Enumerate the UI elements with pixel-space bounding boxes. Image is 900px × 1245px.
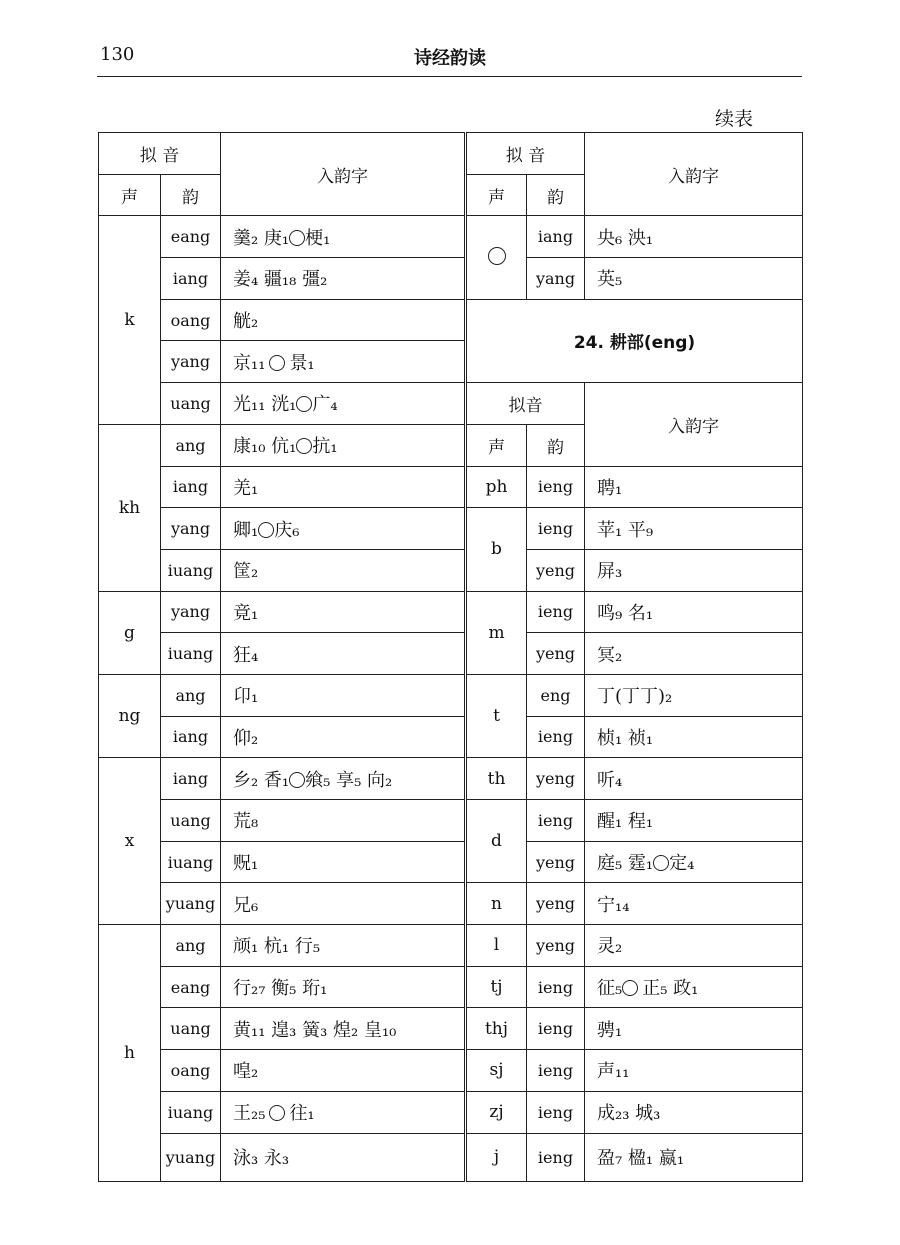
chars-cell: 听₄ (585, 758, 803, 800)
circle-marker (269, 355, 285, 371)
final-header: 韵 (161, 174, 221, 216)
rhyme-chars: 王₂₅ (233, 1103, 266, 1125)
initial-cell: n (467, 883, 527, 925)
initial-cell: tj (467, 966, 527, 1008)
initial-cell: thj (467, 1008, 527, 1050)
chars-cell: 骋₁ (585, 1008, 803, 1050)
pinyin-header: 拟 音 (467, 133, 585, 175)
final-cell: yuang (161, 883, 221, 925)
initial-cell: g (99, 591, 161, 674)
running-title: 诗经韵读 (414, 48, 486, 69)
chars-header: 入韵字 (585, 383, 803, 466)
final-cell: yang (161, 508, 221, 550)
final-cell: ieng (527, 716, 585, 758)
chars-cell (221, 216, 465, 258)
final-cell: ieng (527, 1050, 585, 1092)
rhyme-chars: 庭₅ 霆₁ (597, 853, 654, 875)
final-cell: ang (161, 424, 221, 466)
chars-cell: 贶₁ (221, 841, 465, 883)
zero-initial-cell (467, 216, 527, 299)
chars-cell: 荒₈ (221, 800, 465, 842)
chars-cell: 姜₄ 疆₁₈ 彊₂ (221, 258, 465, 300)
final-cell: ang (161, 925, 221, 967)
initial-cell: sj (467, 1050, 527, 1092)
final-cell: yeng (527, 758, 585, 800)
final-cell: ieng (527, 966, 585, 1008)
chars-cell: 觥₂ (221, 299, 465, 341)
final-cell: iang (527, 216, 585, 258)
final-cell: iuang (161, 549, 221, 591)
final-cell: yeng (527, 883, 585, 925)
final-cell: uang (161, 800, 221, 842)
chars-cell: 桢₁ 祯₁ (585, 716, 803, 758)
final-cell: yang (161, 341, 221, 383)
final-cell: iuang (161, 841, 221, 883)
final-cell: yuang (161, 1133, 221, 1181)
circle-marker (296, 396, 312, 412)
initial-cell: zj (467, 1091, 527, 1133)
chars-cell: 声₁₁ (585, 1050, 803, 1092)
chars-cell (221, 1091, 465, 1133)
chars-cell: 聘₁ (585, 466, 803, 508)
rhyme-chars: 正₅ 政₁ (642, 978, 699, 1000)
circle-marker (622, 980, 638, 996)
chars-cell: 颃₁ 杭₁ 行₅ (221, 925, 465, 967)
rhyme-chars: 定₄ (669, 853, 695, 875)
final-cell: ieng (527, 1091, 585, 1133)
chars-cell: 丁(丁丁)₂ (585, 674, 803, 716)
chars-cell: 喤₂ (221, 1050, 465, 1092)
rhyme-table-left (98, 132, 465, 1182)
final-cell: iang (161, 258, 221, 300)
final-cell: uang (161, 1008, 221, 1050)
initial-cell: d (467, 800, 527, 883)
circle-marker (653, 855, 669, 871)
final-cell: ieng (527, 591, 585, 633)
rhyme-chars: 光₁₁ 洸₁ (233, 394, 297, 416)
final-cell: ieng (527, 1133, 585, 1181)
rhyme-chars: 征₅ (597, 978, 623, 1000)
rhyme-chars: 梗₁ (305, 227, 331, 249)
final-cell: oang (161, 299, 221, 341)
chars-header: 入韵字 (221, 133, 465, 216)
chars-cell: 宁₁₄ (585, 883, 803, 925)
chars-cell: 盈₇ 楹₁ 嬴₁ (585, 1133, 803, 1181)
chars-cell (585, 841, 803, 883)
final-cell: iang (161, 758, 221, 800)
chars-cell: 英₅ (585, 258, 803, 300)
initial-cell: l (467, 925, 527, 967)
chars-cell: 苹₁ 平₉ (585, 508, 803, 550)
header-rule (97, 76, 802, 77)
chars-cell: 屏₃ (585, 549, 803, 591)
final-cell: eng (527, 674, 585, 716)
chars-cell: 卬₁ (221, 674, 465, 716)
final-cell: ieng (527, 508, 585, 550)
circle-marker (296, 438, 312, 454)
final-cell: iang (161, 716, 221, 758)
zero-initial-circle (488, 247, 506, 265)
chars-cell (221, 424, 465, 466)
circle-marker (289, 772, 305, 788)
final-header: 韵 (527, 424, 585, 466)
chars-cell: 醒₁ 程₁ (585, 800, 803, 842)
initial-cell: th (467, 758, 527, 800)
final-cell: eang (161, 216, 221, 258)
initial-cell: b (467, 508, 527, 591)
final-cell: ieng (527, 1008, 585, 1050)
chars-cell (221, 383, 465, 425)
chars-cell: 冥₂ (585, 633, 803, 675)
rhyme-chars: 康₁₀ 伉₁ (233, 436, 297, 458)
final-cell: yang (161, 591, 221, 633)
final-header: 韵 (527, 174, 585, 216)
pinyin-header: 拟 音 (99, 133, 221, 175)
rhyme-chars: 往₁ (289, 1103, 315, 1125)
continued-label: 续表 (715, 108, 754, 130)
rhyme-chars: 景₁ (289, 352, 315, 374)
final-cell: iuang (161, 1091, 221, 1133)
section-title: 24. 耕部(eng) (467, 299, 803, 382)
final-cell: iang (161, 466, 221, 508)
chars-cell: 行₂₇ 衡₅ 珩₁ (221, 966, 465, 1008)
chars-cell: 仰₂ (221, 716, 465, 758)
rhyme-chars: 飨₅ 享₅ 向₂ (305, 769, 393, 791)
chars-cell: 羌₁ (221, 466, 465, 508)
final-cell: ieng (527, 466, 585, 508)
final-cell: yeng (527, 841, 585, 883)
chars-cell: 筐₂ (221, 549, 465, 591)
page-number: 130 (100, 44, 135, 65)
rhyme-table-right (466, 132, 803, 1182)
chars-header: 入韵字 (585, 133, 803, 216)
chars-cell: 鸣₉ 名₁ (585, 591, 803, 633)
chars-cell: 成₂₃ 城₃ (585, 1091, 803, 1133)
rhyme-chars: 广₄ (312, 394, 338, 416)
chars-cell (221, 508, 465, 550)
initial-header: 声 (99, 174, 161, 216)
chars-cell: 狂₄ (221, 633, 465, 675)
final-cell: yeng (527, 925, 585, 967)
chars-cell: 泳₃ 永₃ (221, 1133, 465, 1181)
rhyme-chars: 卿₁ (233, 519, 259, 541)
circle-marker (289, 230, 305, 246)
final-cell: ang (161, 674, 221, 716)
chars-cell: 黄₁₁ 遑₃ 簧₃ 煌₂ 皇₁₀ (221, 1008, 465, 1050)
initial-cell: m (467, 591, 527, 674)
chars-cell: 竟₁ (221, 591, 465, 633)
initial-cell: j (467, 1133, 527, 1181)
chars-cell: 兄₆ (221, 883, 465, 925)
initial-cell: x (99, 758, 161, 925)
rhyme-chars: 羹₂ 庚₁ (233, 227, 290, 249)
final-cell: oang (161, 1050, 221, 1092)
final-cell: ieng (527, 800, 585, 842)
initial-header: 声 (467, 174, 527, 216)
rhyme-chars: 乡₂ 香₁ (233, 769, 290, 791)
initial-cell: ng (99, 674, 161, 757)
rhyme-chars: 抗₁ (312, 436, 338, 458)
chars-cell (221, 341, 465, 383)
initial-cell: kh (99, 424, 161, 591)
rhyme-chars: 庆₆ (274, 519, 300, 541)
chars-cell (221, 758, 465, 800)
final-cell: yeng (527, 633, 585, 675)
initial-cell: h (99, 925, 161, 1181)
final-cell: uang (161, 383, 221, 425)
initial-header: 声 (467, 424, 527, 466)
rhyme-chars: 京₁₁ (233, 352, 266, 374)
circle-marker (269, 1105, 285, 1121)
initial-cell: t (467, 674, 527, 757)
final-cell: yang (527, 258, 585, 300)
initial-cell: k (99, 216, 161, 424)
chars-cell (585, 966, 803, 1008)
initial-cell: ph (467, 466, 527, 508)
final-cell: eang (161, 966, 221, 1008)
chars-cell: 灵₂ (585, 925, 803, 967)
final-cell: iuang (161, 633, 221, 675)
final-cell: yeng (527, 549, 585, 591)
circle-marker (258, 522, 274, 538)
pinyin-header: 拟音 (467, 383, 585, 425)
chars-cell: 央₆ 泱₁ (585, 216, 803, 258)
